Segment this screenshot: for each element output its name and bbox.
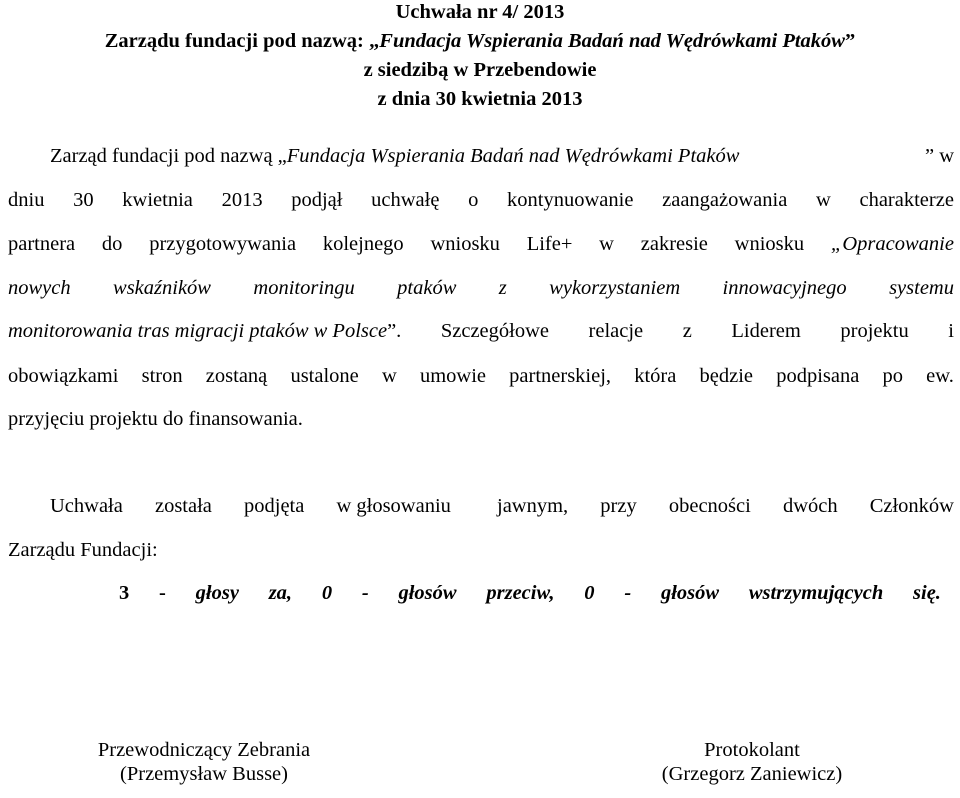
word: się.	[913, 582, 941, 604]
word: -	[624, 582, 632, 604]
word: po	[882, 365, 903, 387]
word: w	[599, 233, 614, 255]
chairman-name: (Przemysław Busse)	[120, 763, 288, 785]
word: przygotowywania	[149, 233, 297, 255]
resolution-number	[0, 0, 960, 24]
word: w głosowaniu	[336, 495, 451, 517]
word: głosów	[660, 582, 720, 604]
word: do	[101, 233, 123, 255]
board-heading-suffix: ”	[844, 30, 856, 52]
word: kontynuowanie	[507, 189, 634, 211]
word: ptaków	[397, 277, 457, 299]
word: Członków	[869, 495, 954, 517]
word: wniosku	[734, 233, 805, 255]
word: -	[159, 582, 166, 604]
word: przy	[600, 495, 637, 517]
word: 30	[73, 189, 94, 211]
word: obowiązkami	[8, 365, 119, 387]
word: systemu	[889, 277, 954, 299]
seat-text: z siedzibą w Przebendowie	[363, 59, 597, 81]
paragraph1-line7	[8, 407, 303, 431]
project-title-end: monitorowania tras migracji ptaków w Polsce	[8, 320, 388, 342]
recorder-title: Protokolant	[704, 739, 800, 761]
word: zostaną	[205, 365, 268, 387]
word: wstrzymujących	[748, 582, 884, 604]
word: umowie	[419, 365, 486, 387]
paragraph1-line2	[8, 188, 954, 212]
word: uchwałę	[371, 189, 440, 211]
paragraph1-line5	[8, 319, 954, 343]
board-heading-prefix: Zarządu fundacji pod nazwą: „	[104, 30, 380, 52]
date-text: z dnia 30 kwietnia 2013	[377, 88, 583, 110]
word: w	[381, 365, 397, 387]
vote-count-abstain: 0	[584, 582, 595, 604]
paragraph2-line2	[8, 538, 158, 562]
p1-foundation-name: Fundacja Wspierania Badań nad Wędrówkami Ptaków	[286, 145, 740, 167]
word: przeciw,	[486, 582, 555, 604]
word: i	[948, 320, 954, 342]
word: Liderem	[731, 320, 801, 342]
word: obecności	[668, 495, 751, 517]
word: kolejnego	[322, 233, 404, 255]
word: podjął	[291, 189, 343, 211]
word: wskaźników	[113, 277, 211, 299]
word: głosy	[195, 582, 239, 604]
paragraph1-line1	[50, 144, 954, 168]
word: Szczegółowe	[440, 320, 549, 342]
word: kwietnia	[122, 189, 193, 211]
chairman-signature-block	[70, 738, 338, 786]
word: podpisana	[776, 365, 860, 387]
word: nowych	[8, 277, 71, 299]
word: partnerskiej,	[509, 365, 612, 387]
word: została	[154, 495, 212, 517]
word: zaangażowania	[662, 189, 788, 211]
resolution-number-text: Uchwała nr 4/ 2013	[395, 1, 565, 23]
word: głosów	[398, 582, 457, 604]
vote-result	[119, 581, 941, 605]
paragraph1-line4	[8, 276, 954, 300]
word: charakterze	[859, 189, 954, 211]
word: „Opracowanie	[830, 233, 954, 255]
word: ”.	[387, 320, 402, 342]
recorder-signature-block	[636, 738, 868, 786]
word: o	[468, 189, 479, 211]
word: monitoringu	[253, 277, 355, 299]
p1-l1-prefix: Zarząd fundacji pod nazwą „	[50, 145, 287, 167]
word: zakresie	[640, 233, 708, 255]
paragraph1-line3	[8, 232, 954, 256]
word: dwóch	[782, 495, 838, 517]
paragraph2-line1	[50, 494, 954, 518]
date-line	[0, 87, 960, 111]
word: partnera	[8, 233, 76, 255]
word: z	[498, 277, 507, 299]
word: ustalone	[290, 365, 359, 387]
p1-l7-text: przyjęciu projektu do finansowania.	[8, 408, 303, 430]
vote-count-for: 3	[119, 582, 130, 604]
word: Life+	[526, 233, 573, 255]
word: z	[682, 320, 692, 342]
recorder-name: (Grzegorz Zaniewicz)	[661, 763, 843, 785]
chairman-title: Przewodniczący Zebrania	[97, 739, 311, 761]
word: ew.	[926, 365, 954, 387]
word: w	[816, 189, 831, 211]
word: 2013	[221, 189, 263, 211]
word: dniu	[8, 189, 45, 211]
word: stron	[141, 365, 183, 387]
seat-line	[0, 58, 960, 82]
word: która	[634, 365, 677, 387]
p2-l2-text: Zarządu Fundacji:	[8, 539, 158, 561]
foundation-name: Fundacja Wspierania Badań nad Wędrówkami Ptaków	[379, 30, 845, 52]
word: relacje	[588, 320, 644, 342]
vote-count-against: 0	[321, 582, 333, 604]
paragraph1-line6	[8, 364, 954, 388]
word: projektu	[840, 320, 909, 342]
word: jawnym,	[497, 495, 569, 517]
word: -	[361, 582, 369, 604]
word: wniosku	[430, 233, 500, 255]
board-heading	[0, 29, 960, 53]
word: wykorzystaniem	[549, 277, 681, 299]
word: za,	[268, 582, 293, 604]
word: podjęta	[244, 495, 305, 517]
p1-l1-suffix: ” w	[924, 145, 954, 167]
word: będzie	[699, 365, 754, 387]
word: innowacyjnego	[722, 277, 847, 299]
word: Uchwała	[50, 495, 123, 517]
